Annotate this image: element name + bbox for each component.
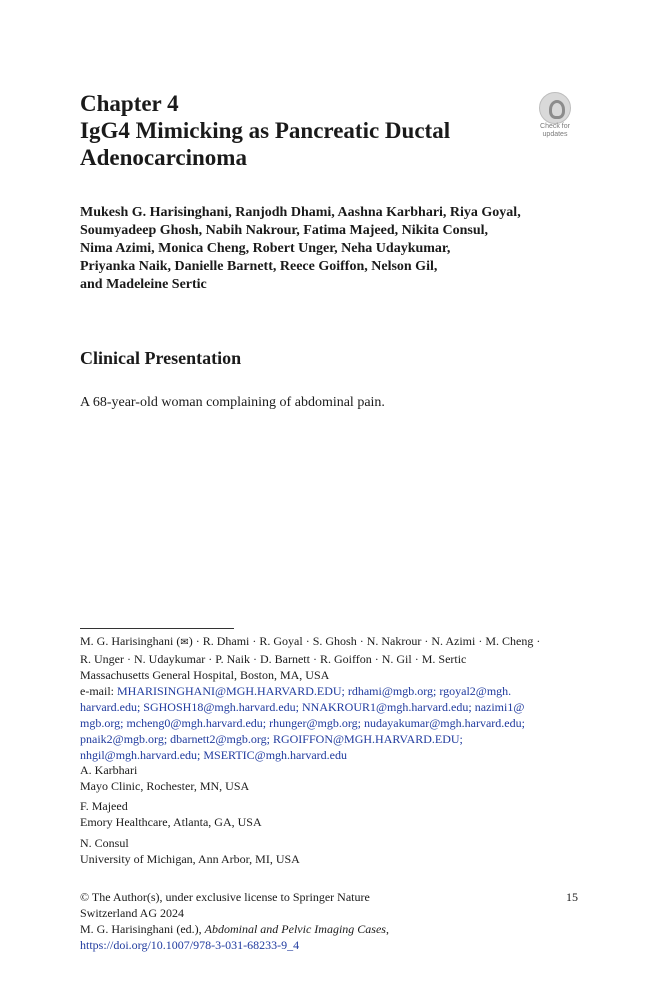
- citation-line: [80, 921, 580, 937]
- copyright-footer: [80, 889, 580, 953]
- badge-caption: [533, 123, 577, 139]
- doi-link[interactable]: https://doi.org/10.1007/978-3-031-68233-9_4: [80, 938, 300, 952]
- affiliation-majeed: [80, 798, 580, 830]
- chapter-heading: [80, 90, 520, 171]
- badge-caption-line-1: Check for: [540, 123, 570, 130]
- affiliation-institution: Emory Healthcare, Atlanta, GA, USA: [80, 815, 262, 829]
- email-line: [80, 683, 580, 699]
- footnote-divider: [80, 628, 234, 629]
- affiliation-institution: University of Michigan, Ann Arbor, MI, USA: [80, 852, 300, 866]
- bookmark-icon: [539, 92, 571, 124]
- chapter-number: Chapter 4: [80, 91, 179, 116]
- email-link[interactable]: mgb.org; mcheng0@mgh.harvard.edu; rhunger@mgb.org; nudayakumar@mgh.harvard.edu;: [80, 716, 525, 730]
- author-line: Priyanka Naik, Danielle Barnett, Reece Goiffon, Nelson Gil,: [80, 259, 438, 274]
- envelope-icon: ✉: [180, 637, 189, 648]
- badge-caption-line-2: updates: [542, 131, 568, 138]
- citation-prefix: M. G. Harisinghani (ed.),: [80, 922, 205, 936]
- copyright-line: © The Author(s), under exclusive license to Springer Nature: [80, 890, 370, 904]
- copyright-line: Switzerland AG 2024: [80, 906, 184, 920]
- author-line: Soumyadeep Ghosh, Nabih Nakrour, Fatima Majeed, Nikita Consul,: [80, 223, 489, 238]
- citation-suffix: ,: [385, 922, 389, 936]
- email-link[interactable]: MHARISINGHANI@MGH.HARVARD.EDU; rdhami@mgb.org; rgoyal2@mgh.: [116, 684, 512, 698]
- affiliation-name: F. Majeed: [80, 799, 128, 813]
- check-for-updates-badge[interactable]: [533, 92, 577, 142]
- clinical-presentation-text: A 68-year-old woman complaining of abdominal pain.: [80, 395, 385, 410]
- affiliation-institution: Massachusetts General Hospital, Boston, MA, USA: [80, 668, 330, 682]
- section-heading: Clinical Presentation: [80, 348, 242, 368]
- book-title: Abdominal and Pelvic Imaging Cases: [204, 922, 386, 936]
- affiliation-karbhari: [80, 762, 580, 794]
- email-label: e-mail:: [80, 684, 117, 698]
- chapter-title-line-1: IgG4 Mimicking as Pancreatic Ductal: [80, 118, 451, 143]
- affiliation-institution: Mayo Clinic, Rochester, MN, USA: [80, 779, 250, 793]
- email-link[interactable]: harvard.edu; SGHOSH18@mgh.harvard.edu; NNAKROUR1@mgh.harvard.edu; nazimi1@: [80, 700, 525, 714]
- affiliation-names-line: [80, 633, 580, 651]
- affiliation-consul: [80, 835, 580, 867]
- author-list: [80, 204, 580, 294]
- affiliation-name: A. Karbhari: [80, 763, 138, 777]
- author-line: Mukesh G. Harisinghani, Ranjodh Dhami, Aashna Karbhari, Riya Goyal,: [80, 205, 521, 220]
- page-number: 15: [566, 890, 578, 904]
- affiliation-main: [80, 633, 580, 763]
- names-text: ) · R. Dhami · R. Goyal · S. Ghosh · N. Nakrour · N. Azimi · M. Cheng ·: [188, 634, 541, 648]
- author-line: Nima Azimi, Monica Cheng, Robert Unger, Neha Udaykumar,: [80, 241, 451, 256]
- names-text: M. G. Harisinghani (: [80, 634, 181, 648]
- email-link[interactable]: nhgil@mgh.harvard.edu; MSERTIC@mgh.harvard.edu: [80, 748, 347, 762]
- affiliation-name: N. Consul: [80, 836, 129, 850]
- email-link[interactable]: pnaik2@mgb.org; dbarnett2@mgb.org; RGOIFFON@MGH.HARVARD.EDU;: [80, 732, 463, 746]
- chapter-title-line-2: Adenocarcinoma: [80, 145, 247, 170]
- author-line: and Madeleine Sertic: [80, 277, 207, 292]
- affiliation-names-line: R. Unger · N. Udaykumar · P. Naik · D. Barnett · R. Goiffon · N. Gil · M. Sertic: [80, 652, 467, 666]
